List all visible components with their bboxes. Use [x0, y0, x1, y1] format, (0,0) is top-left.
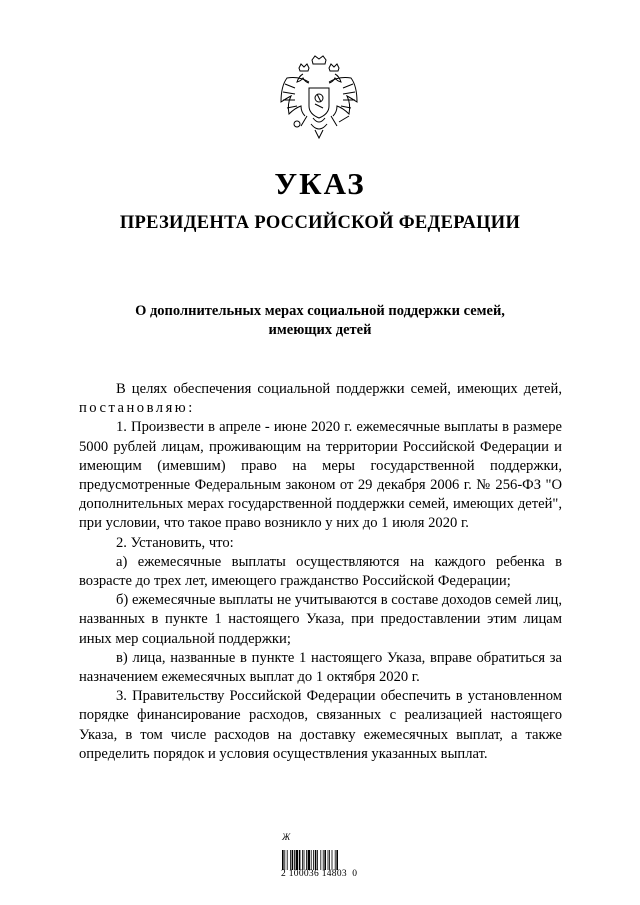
initials-mark: Ж [282, 832, 291, 842]
heading-line-1: О дополнительных мерах социальной поддержки семей, [135, 303, 505, 319]
item-2a-paragraph: а) ежемесячные выплаты осуществляются на каждого ребенка в возрасте до трех лет, имеющего гражданство Российской Федерации; [79, 553, 562, 590]
preamble-end: : [188, 400, 193, 417]
coat-of-arms-emblem [273, 54, 365, 144]
preamble-start: В целях обеспечения социальной поддержки семей, имеющих детей, [116, 381, 562, 397]
decree-body [79, 380, 562, 764]
document-subtitle: ПРЕЗИДЕНТА РОССИЙСКОЙ ФЕДЕРАЦИИ [119, 213, 521, 233]
preamble-paragraph [79, 380, 562, 418]
item-2c-paragraph: в) лица, названные в пункте 1 настоящего Указа, вправе обратиться за назначением ежемесячных выплат до 1 октября 2020 г. [79, 649, 562, 686]
decree-heading [110, 302, 530, 340]
heading-line-2: имеющих детей [268, 322, 372, 338]
item-2-paragraph: 2. Установить, что: [116, 534, 234, 551]
item-2b-paragraph: б) ежемесячные выплаты не учитываются в составе доходов семей лиц, названных в пункте 1 настоящего Указа, при предоставлении этим лицам иных мер социальной поддержки; [79, 592, 562, 647]
item-1-paragraph: 1. Произвести в апреле - июне 2020 г. ежемесячные выплаты в размере 5000 рублей лицам, проживающим на территории Российской Федерации и имеющим (имевшим) право на меры государственной поддержки, предусмотренные Федеральным законом от 29 декабря 2006 г. № 256-ФЗ "О дополнительных мерах государственной поддержки семей, имеющих детей", при условии, что такое право возникло у них до 1 июля 2020 г. [79, 419, 562, 532]
item-3-paragraph: 3. Правительству Российской Федерации обеспечить в установленном порядке финансирование расходов, связанных с реализацией настоящего Указа, в том числе расходов на доставку ежемесячных выплат, а также определить порядок и условия осуществления указанных выплат. [79, 688, 562, 762]
barcode-number: 2 100036 14803 0 [281, 869, 358, 879]
preamble-decree-word: постановляю [79, 400, 189, 417]
document-title: УКАЗ [274, 166, 366, 201]
